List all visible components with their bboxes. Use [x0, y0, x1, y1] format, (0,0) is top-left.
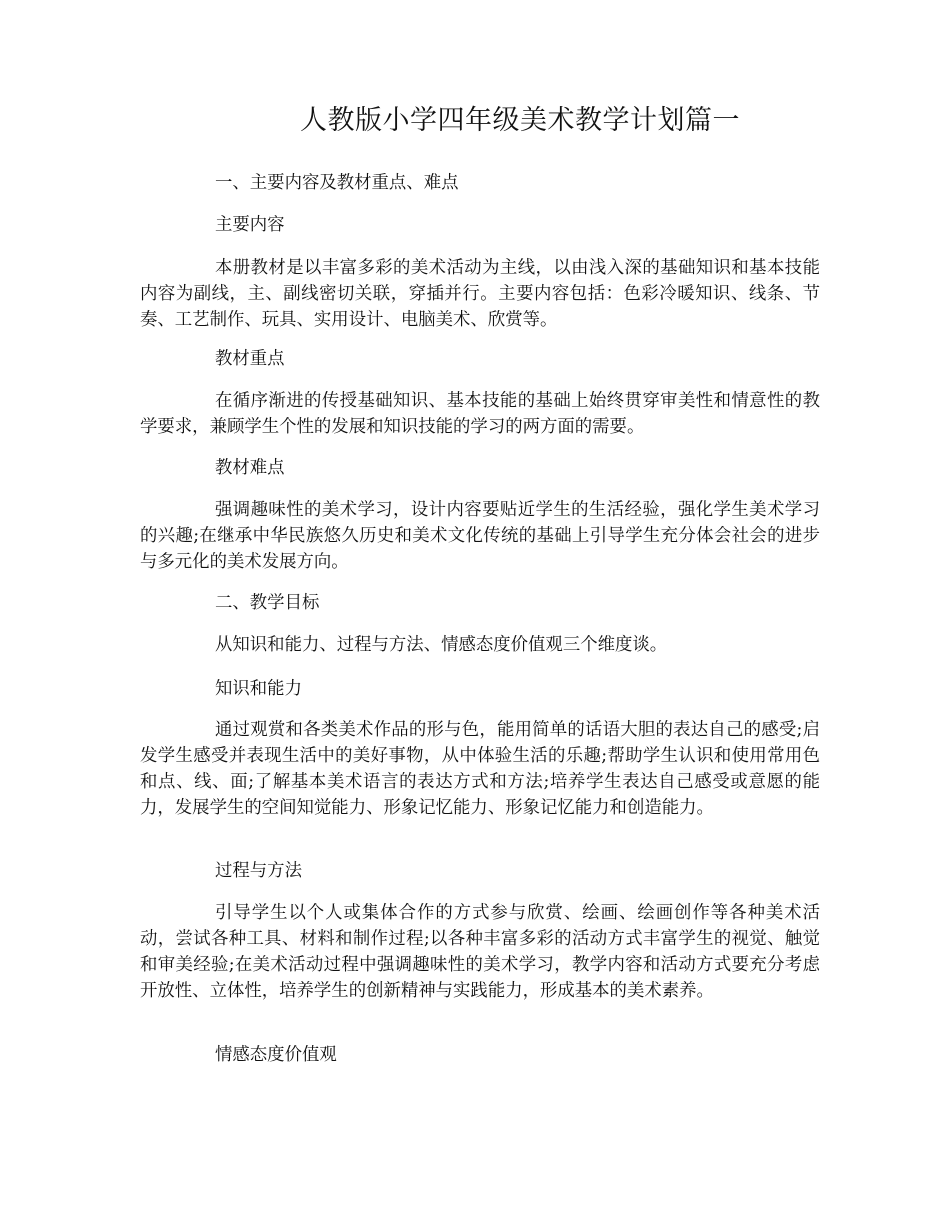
subheading-difficulties: 教材难点	[215, 458, 285, 478]
paragraph-goals-intro: 从知识和能力、过程与方法、情感态度价值观三个维度谈。	[215, 635, 668, 655]
section-heading-teaching-goals: 二、教学目标	[215, 593, 320, 613]
paragraph-key-points: 在循序渐进的传授基础知识、基本技能的基础上始终贯穿审美性和情意性的教学要求，兼顾学生个性的发展和知识技能的学习的两方面的需要。	[140, 391, 820, 437]
subheading-key-points: 教材重点	[215, 349, 285, 369]
paragraph-knowledge-and-ability: 通过观赏和各类美术作品的形与色，能用简单的话语大胆的表达自己的感受;启发学生感受并表现生活中的美好事物，从中体验生活的乐趣;帮助学生认识和使用常用色和点、线、面;了解基本美术语言的表达方式和方法;培养学生表达自己感受或意愿的能力，发展学生的空间知觉能力、形象记忆能力、形象记忆能力和创造能力。	[140, 720, 820, 818]
section-heading-main-content-and-key-points: 一、主要内容及教材重点、难点	[215, 173, 459, 193]
paragraph-difficulties: 强调趣味性的美术学习，设计内容要贴近学生的生活经验，强化学生美术学习的兴趣;在继承中华民族悠久历史和美术文化传统的基础上引导学生充分体会社会的进步与多元化的美术发展方向。	[140, 500, 820, 572]
subheading-main-content: 主要内容	[215, 215, 285, 235]
paragraph-process-and-method: 引导学生以个人或集体合作的方式参与欣赏、绘画、绘画创作等各种美术活动，尝试各种工具、材料和制作过程;以各种丰富多彩的活动方式丰富学生的视觉、触觉和审美经验;在美术活动过程中强调趣味性的美术学习，教学内容和活动方式要充分考虑开放性、立体性，培养学生的创新精神与实践能力，形成基本的美术素养。	[140, 903, 820, 1001]
document-title: 人教版小学四年级美术教学计划篇一	[300, 105, 740, 136]
subheading-process-and-method: 过程与方法	[215, 861, 302, 881]
subheading-emotion-attitude-values: 情感态度价值观	[215, 1045, 337, 1065]
subheading-knowledge-and-ability: 知识和能力	[215, 679, 302, 699]
paragraph-main-content: 本册教材是以丰富多彩的美术活动为主线，以由浅入深的基础知识和基本技能内容为副线，主、副线密切关联，穿插并行。主要内容包括：色彩冷暖知识、线条、节奏、工艺制作、玩具、实用设计、电脑美术、欣赏等。	[140, 258, 820, 330]
